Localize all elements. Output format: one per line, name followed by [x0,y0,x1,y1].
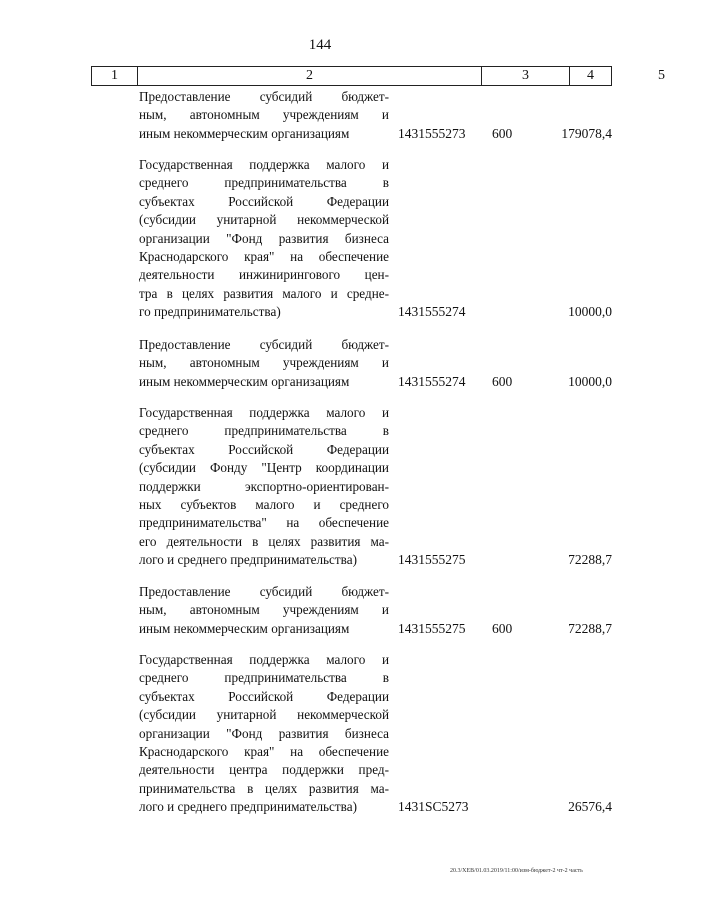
description-line: организации "Фонд развития бизнеса [139,230,389,246]
description-line: (субсидии унитарной некоммерческой [139,212,389,228]
description-line: Предоставление субсидий бюджет- [139,337,389,352]
header-col-4: 4 [570,67,612,85]
target-code: 1431555274 [398,373,466,389]
amount: 26576,4 [568,799,612,815]
description-line: деятельности центра поддержки пред- [139,762,389,778]
expense-type: 600 [492,125,513,141]
description-line: поддержки экспортно-ориентирован- [139,478,389,494]
target-code: 1431555275 [398,552,466,568]
target-code: 1431555274 [398,304,466,320]
description-line: иным некоммерческим организациям [139,620,350,636]
table-header [91,66,665,86]
description-line: Краснодарского края" на обеспечение [139,744,389,760]
row-description [139,583,389,638]
description-line: Государственная поддержка малого и [139,405,389,420]
amount: 72288,7 [568,552,612,568]
description-line: его деятельности в целях развития ма- [139,533,389,549]
description-line: субъектах Российской Федерации [139,441,389,457]
description-line: (субсидии унитарной некоммерческой [139,707,389,723]
description-line: предпринимательства" на обеспечение [139,515,389,531]
description-line: Государственная поддержка малого и [139,652,389,667]
description-line: ным, автономным учреждениям и [139,107,389,123]
target-code: 1431555273 [398,125,466,141]
row-description [139,404,389,570]
description-line: лого и среднего предпринимательства) [139,552,357,568]
description-line: тра в целях развития малого и средне- [139,285,389,301]
description-line: деятельности инжинирингового цен- [139,267,389,283]
header-col-5: 5 [658,68,665,83]
description-line: ным, автономным учреждениям и [139,355,389,371]
description-line: ных субъектов малого и среднего [139,497,389,513]
description-line: субъектах Российской Федерации [139,688,389,704]
target-code: 1431SC5273 [398,799,469,815]
amount: 72288,7 [568,620,612,636]
expense-type: 600 [492,620,513,636]
description-line: принимательства в целях развития ма- [139,780,389,796]
description-line: иным некоммерческим организациям [139,373,350,389]
amount: 179078,4 [561,125,612,141]
target-code: 1431555275 [398,620,466,636]
description-line: Предоставление субсидий бюджет- [139,584,389,599]
row-description [139,651,389,817]
header-col-2: 2 [138,67,482,85]
description-line: организации "Фонд развития бизнеса [139,725,389,741]
description-line: среднего предпринимательства в [139,175,389,191]
description-line: го предпринимательства) [139,304,281,320]
row-description [139,88,389,143]
row-description [139,336,389,391]
description-line: среднего предпринимательства в [139,423,389,439]
amount: 10000,0 [568,304,612,320]
footer-stamp: 20.3/XEB/01.03.2019/11:00/изм-бюджет-2 чт-2 часть [450,868,583,874]
description-line: субъектах Российской Федерации [139,193,389,209]
description-line: Предоставление субсидий бюджет- [139,89,389,104]
description-line: лого и среднего предпринимательства) [139,799,357,815]
description-line: среднего предпринимательства в [139,670,389,686]
description-line: (субсидии Фонду "Центр координации [139,460,389,476]
description-line: Краснодарского края" на обеспечение [139,249,389,265]
amount: 10000,0 [568,373,612,389]
header-col-1: 1 [92,67,138,85]
page-number: 144 [308,37,332,53]
description-line: иным некоммерческим организациям [139,125,350,141]
header-col-3: 3 [482,67,570,85]
row-description [139,156,389,322]
description-line: Государственная поддержка малого и [139,157,389,172]
expense-type: 600 [492,373,513,389]
description-line: ным, автономным учреждениям и [139,602,389,618]
